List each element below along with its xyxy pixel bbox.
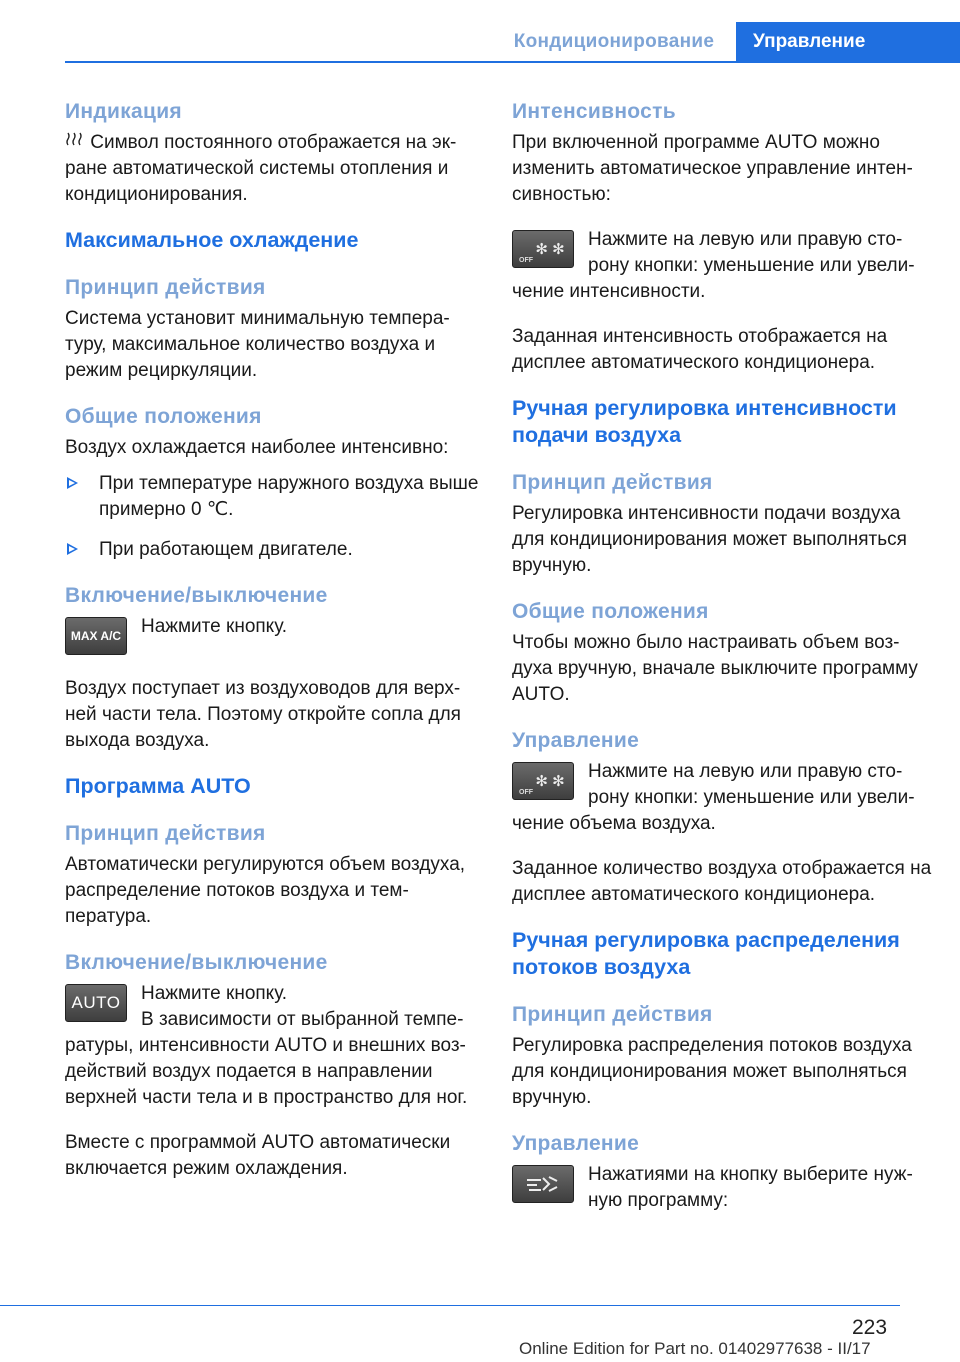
air-distribution-button-image [512,1165,574,1203]
right-column [512,98,932,1233]
heading-auto-program: Программа AUTO [65,774,251,798]
conditions-list [65,471,480,563]
heading-on-off: Включение/выключение [65,584,328,607]
general-paragraph: Воздух охлаждается наиболее интенсивно: [65,437,449,458]
fan-button-image: OFF ✻ ✻ [512,230,574,268]
heading-indication: Индикация [65,100,182,123]
list-item: При температуре наружного воздуха выше примерно 0 ℃. [65,471,480,523]
principle-r2-paragraph: Регулировка распределения потоков воздуха для кондиционирования может выполняться вручную. [512,1035,912,1108]
heading-general-r: Общие положения [512,600,709,623]
page-header [0,0,960,62]
section-tab: Кондиционирование [513,31,715,52]
list-item: При работающем двигателе. [65,537,480,563]
intensity-paragraph: При включенной программе AUTO можно изменить автоматическое управление интенсивностью: [512,132,913,205]
intensity-row [512,227,932,305]
heading-manual-intensity: Ручная регулировка интенсивности подачи воздуха [512,396,897,447]
edition-footer: Online Edition for Part no. 01402977638 - II/17 [519,1339,871,1358]
heading-intensity: Интенсивность [512,100,676,123]
together-paragraph: Вместе с программой AUTO автоматически включается режим охлаждения. [65,1132,451,1179]
set-volume-paragraph: Заданное количество воздуха отображается на дисплее автоматического кондиционера. [512,858,932,905]
principle-r-paragraph: Регулировка интенсивности подачи воздуха для кондиционирования может выполняться вручную. [512,503,907,576]
indication-text [65,130,480,208]
fan-button-image-2: OFF ✻ ✻ [512,762,574,800]
air-flow-paragraph: Воздух поступает из воздуховодов для верхней части тела. Поэтому откройте сопла для выхода воздуха. [65,678,461,751]
page-number: 223 [852,1316,888,1339]
principle-paragraph: Система установит минимальную температуру, максимальное количество воздуха и режим рециркуляции. [65,308,450,381]
heading-principle: Принцип действия [65,276,266,299]
heat-waves-icon [65,130,85,156]
left-column [65,98,480,1201]
principle-2-paragraph: Автоматически регулируются объем воздуха, распределение потоков воздуха и температура. [65,854,466,927]
footer-rule [0,1305,900,1306]
fan-icon: ✻ ✻ [535,241,565,258]
set-intensity-paragraph: Заданная интенсивность отображается на дисплее автоматического кондиционера. [512,326,888,373]
header-rule [65,61,960,63]
triangle-bullet-icon [67,543,78,555]
heading-manual-distribution: Ручная регулировка распределения потоков воздуха [512,928,900,979]
heading-general: Общие положения [65,405,262,428]
fan-icon: ✻ ✻ [535,773,565,790]
heading-on-off-2: Включение/выключение [65,951,328,974]
depending-paragraph: В зависимости от выбранной температуры, интенсивности AUTO и внешних воздействий воздух подается в направлении верхней части тела и в пространство для ног. [65,1009,468,1108]
heading-control-2: Управление [512,1132,640,1155]
max-ac-button-image: MAX A/C [65,617,127,655]
press-left-right-text: Нажмите на левую или правую сторону кнопки: уменьшение или увеличение интенсивности. [512,229,915,302]
distribution-row [512,1162,932,1214]
auto-button-image: AUTO [65,984,127,1022]
press-select-text: Нажатиями на кнопку выберите нужную программу: [588,1164,913,1211]
air-distribution-icon [523,1172,563,1196]
heading-principle-r: Принцип действия [512,471,713,494]
heading-principle-2: Принцип действия [65,822,266,845]
press-button-2-text: Нажмите кнопку. [141,983,288,1004]
triangle-bullet-icon [67,477,78,489]
indication-paragraph: Символ постоянного отображается на экране автоматической системы отопления и кондиционирования. [65,132,457,205]
general-r-paragraph: Чтобы можно было настраивать объем воздуха вручную, вначале выключите программу AUTO. [512,632,918,705]
max-ac-row [65,614,480,657]
press-button-text: Нажмите кнопку. [141,616,288,637]
heading-max-cooling: Максимальное охлаждение [65,228,359,252]
subsection-tab: Управление [736,22,960,62]
auto-row [65,981,480,1111]
volume-row [512,759,932,837]
heading-control: Управление [512,729,640,752]
press-left-right-2-text: Нажмите на левую или правую сторону кнопки: уменьшение или увеличение объема воздуха. [512,761,915,834]
heading-principle-r2: Принцип действия [512,1003,713,1026]
